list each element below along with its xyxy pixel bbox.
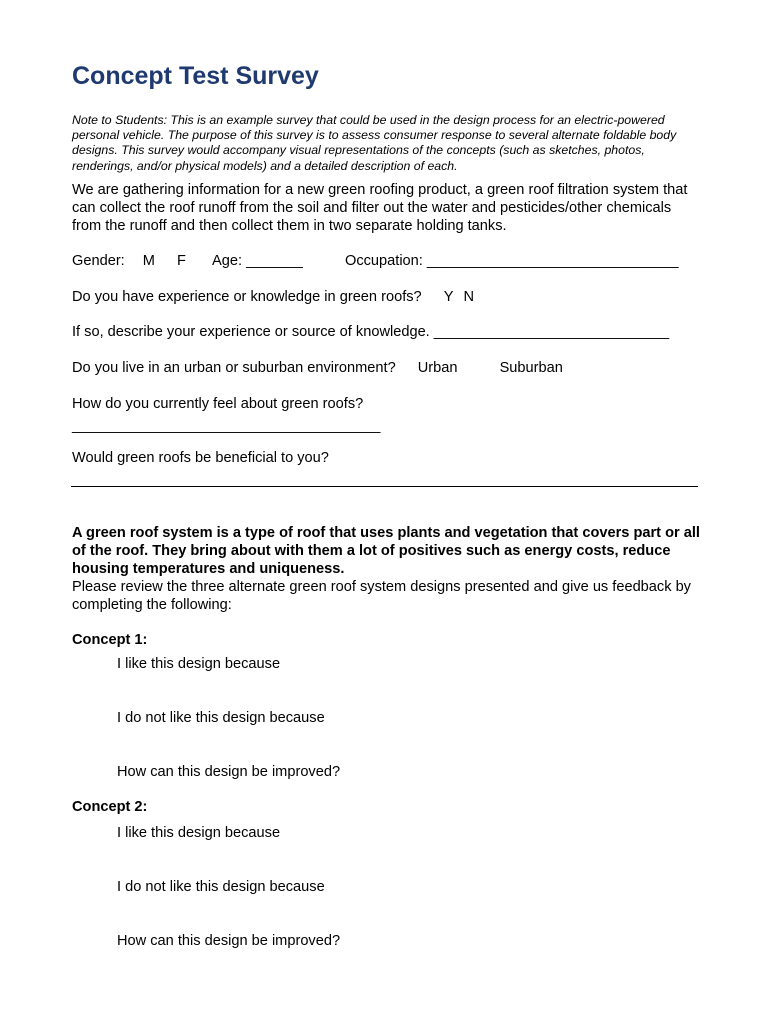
experience-question-row bbox=[72, 289, 474, 305]
gender-label: Gender: bbox=[72, 253, 125, 269]
describe-experience-field[interactable]: If so, describe your experience or source of knowledge. _____________________________ bbox=[72, 324, 670, 340]
environment-question: Do you live in an urban or suburban environment? bbox=[72, 360, 396, 376]
concept-2-heading: Concept 2: bbox=[72, 799, 148, 815]
feel-answer-field[interactable]: ______________________________________ bbox=[72, 418, 381, 434]
concept-2-dislike-prompt: I do not like this design because bbox=[117, 879, 325, 895]
concept-1-improve-prompt: How can this design be improved? bbox=[117, 764, 341, 780]
feel-question: How do you currently feel about green roofs? bbox=[72, 396, 364, 412]
experience-option-no[interactable]: N bbox=[463, 289, 475, 305]
gender-option-m[interactable]: M bbox=[142, 253, 155, 269]
section-divider bbox=[71, 486, 698, 487]
note-to-students: Note to Students: This is an example survey that could be used in the design process for an electric-powered personal vehicle. The purpose of this survey is to assess consumer response to several alternate foldable body designs. This survey would accompany visual representations of the concepts (such as sketches, photos, renderings, and/or physical models) and a detailed description of each. bbox=[72, 113, 677, 173]
concept-2-improve-prompt: How can this design be improved? bbox=[117, 933, 341, 949]
experience-question: Do you have experience or knowledge in green roofs? bbox=[72, 289, 422, 305]
beneficial-question: Would green roofs be beneficial to you? bbox=[72, 450, 329, 466]
review-instructions: Please review the three alternate green roof system designs presented and give us feedback by completing the following: bbox=[72, 579, 691, 614]
occupation-field[interactable]: Occupation: _______________________________ bbox=[344, 253, 679, 269]
environment-question-row bbox=[72, 360, 563, 376]
concept-1-dislike-prompt: I do not like this design because bbox=[117, 710, 325, 726]
age-field[interactable]: Age: _______ bbox=[212, 253, 303, 269]
page-title: Concept Test Survey bbox=[72, 62, 319, 90]
concept-1-like-prompt: I like this design because bbox=[117, 656, 281, 672]
green-roof-definition: A green roof system is a type of roof that uses plants and vegetation that covers part or all of the roof. They bring about with them a lot of positives such as energy costs, reduce housing temperatures and uniqueness. bbox=[72, 525, 700, 578]
gender-option-f[interactable]: F bbox=[177, 253, 186, 269]
concept-1-heading: Concept 1: bbox=[72, 632, 148, 648]
environment-option-suburban[interactable]: Suburban bbox=[499, 360, 563, 376]
environment-option-urban[interactable]: Urban bbox=[417, 360, 458, 376]
experience-option-yes[interactable]: Y bbox=[443, 289, 454, 305]
demographics-row bbox=[72, 253, 679, 269]
intro-paragraph: We are gathering information for a new green roofing product, a green roof filtration system that can collect the roof runoff from the soil and filter out the water and pesticides/other chemicals from the runoff and then collect them in two separate holding tanks. bbox=[72, 182, 688, 235]
concept-2-like-prompt: I like this design because bbox=[117, 825, 281, 841]
